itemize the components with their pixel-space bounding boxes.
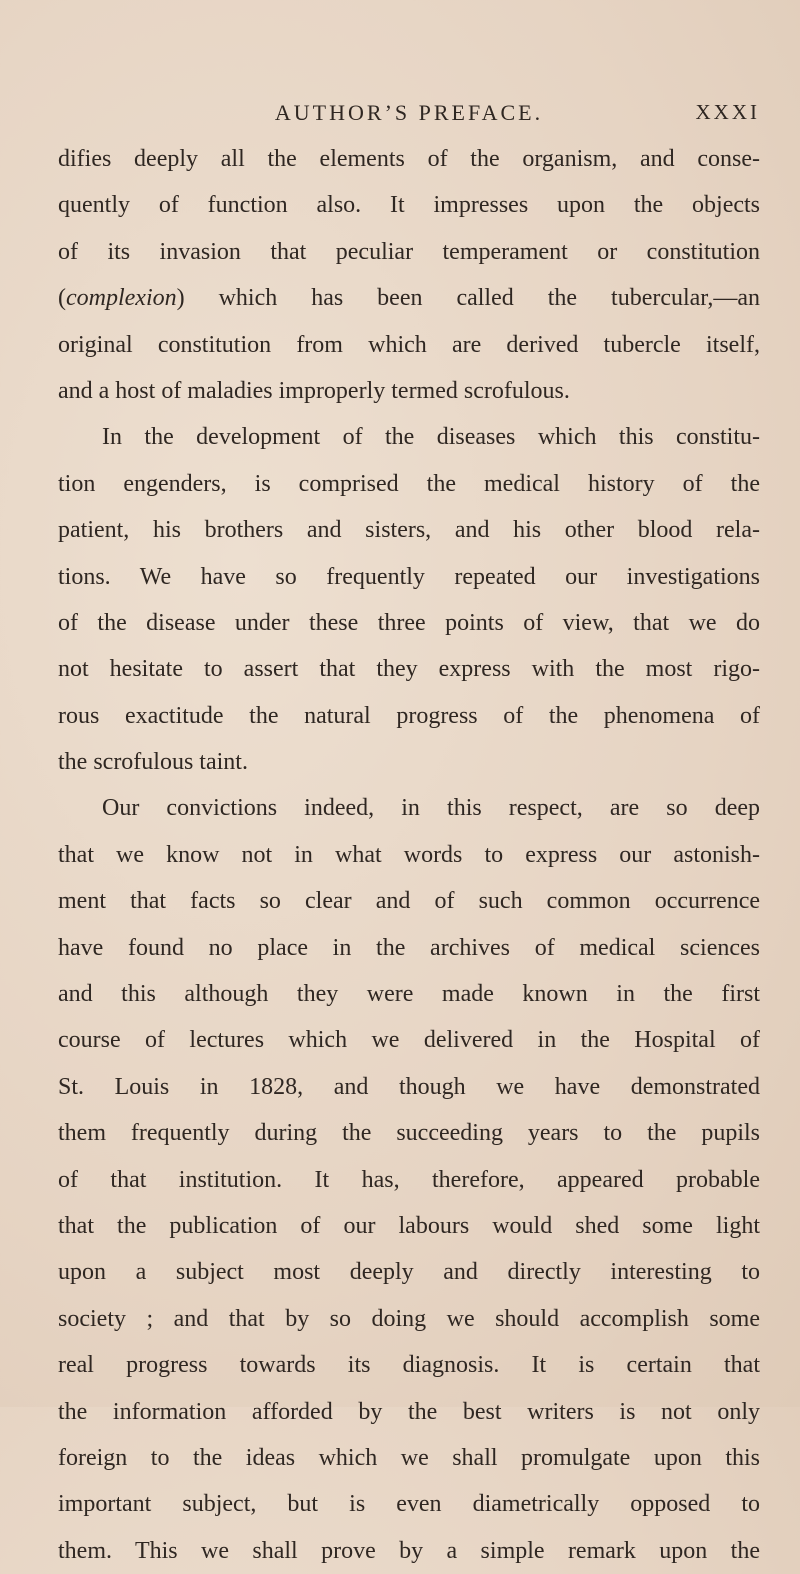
- body-text: [58, 136, 760, 1574]
- text-line: and this although they were made known in the first: [58, 981, 760, 1008]
- text-line: Our convictions indeed, in this respect, are so deep: [102, 795, 760, 822]
- text-line: tions. We have so frequently repeated our investigations: [58, 563, 760, 590]
- text-line: the information afforded by the best writers is not only: [58, 1398, 760, 1425]
- text-line: of the disease under these three points of view, that we do: [58, 609, 760, 636]
- text-line: patient, his brothers and sisters, and his other blood rela-: [58, 517, 760, 544]
- page-number: XXXI: [695, 100, 760, 124]
- text-line: quently of function also. It impresses upon the objects: [58, 192, 760, 219]
- text-line: society ; and that by so doing we should accomplish some: [58, 1305, 760, 1332]
- text-line: them frequently during the succeeding years to the pupils: [58, 1120, 760, 1147]
- text-line: In the development of the diseases which this constitu-: [102, 424, 760, 451]
- text-line: tion engenders, is comprised the medical history of the: [58, 470, 760, 497]
- text-line: difies deeply all the elements of the organism, and conse-: [58, 146, 760, 172]
- text-line: upon a subject most deeply and directly interesting to: [58, 1259, 760, 1286]
- text-line: them. This we shall prove by a simple remark upon the: [58, 1537, 760, 1564]
- text-line: original constitution from which are derived tubercle itself,: [58, 331, 760, 358]
- italic-term: complexion: [66, 285, 177, 312]
- text-line: important subject, but is even diametrically opposed to: [58, 1491, 760, 1518]
- text-line: ment that facts so clear and of such common occurrence: [58, 888, 760, 915]
- running-head-title: AUTHOR’S PREFACE.: [274, 100, 544, 125]
- running-head: [58, 100, 760, 130]
- text-line: that we know not in what words to express our astonish-: [58, 841, 760, 868]
- text-line: St. Louis in 1828, and though we have demonstrated: [58, 1073, 760, 1100]
- text-line: have found no place in the archives of medical sciences: [58, 934, 760, 961]
- text-line: that the publication of our labours would shed some light: [58, 1212, 760, 1239]
- text-line: foreign to the ideas which we shall promulgate upon this: [58, 1444, 760, 1471]
- text-line: rous exactitude the natural progress of the phenomena of: [58, 702, 760, 729]
- text-line: the scrofulous taint.: [58, 749, 248, 776]
- text-line: not hesitate to assert that they express with the most rigo-: [58, 656, 760, 683]
- text-line: of that institution. It has, therefore, appeared probable: [58, 1166, 760, 1193]
- text-line: of its invasion that peculiar temperament or constitution: [58, 238, 760, 265]
- text-line: course of lectures which we delivered in the Hospital of: [58, 1027, 760, 1054]
- text-line: and a host of maladies improperly termed scrofulous.: [58, 377, 570, 404]
- text-line: (complexion) which has been called the tubercular,—an: [58, 285, 760, 312]
- text-line: real progress towards its diagnosis. It is certain that: [58, 1352, 760, 1379]
